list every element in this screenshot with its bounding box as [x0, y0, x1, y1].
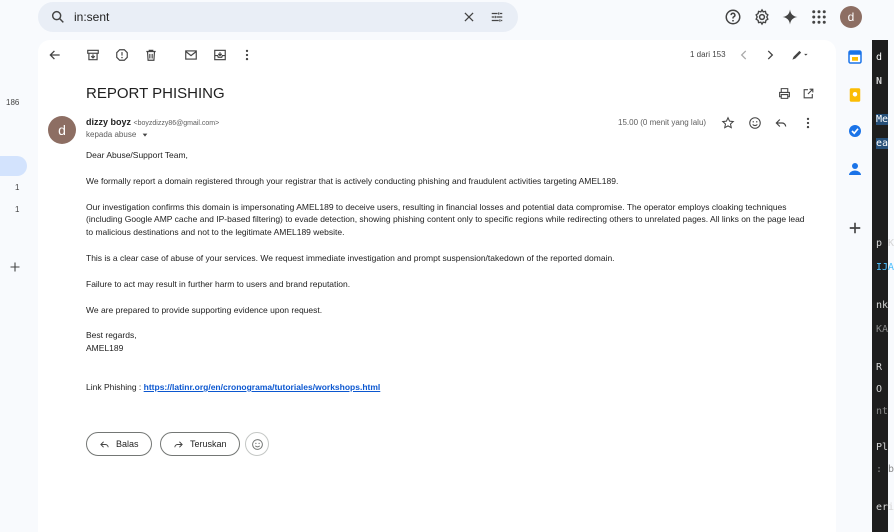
- reply-label: Balas: [116, 439, 139, 449]
- more-actions-icon[interactable]: [801, 116, 815, 130]
- archive-icon[interactable]: [86, 48, 100, 62]
- add-addon-icon[interactable]: [846, 219, 864, 237]
- tasks-app-icon[interactable]: [846, 122, 864, 140]
- body-paragraph: We formally report a domain registered through your registrar that is actively conducting phishing and fraudulent activities targeting AMEL189.: [86, 175, 619, 186]
- help-icon[interactable]: [724, 8, 742, 26]
- folder-count: 1: [15, 183, 20, 192]
- open-new-window-icon[interactable]: [802, 87, 815, 100]
- closing-regards: Best regards,: [86, 330, 137, 341]
- settings-gear-icon[interactable]: [753, 8, 771, 26]
- print-icon[interactable]: [778, 87, 791, 100]
- emoji-reaction-icon[interactable]: [748, 116, 762, 130]
- mark-unread-icon[interactable]: [184, 48, 198, 62]
- sender-line: [86, 117, 219, 127]
- folder-count: 1: [15, 205, 20, 214]
- keep-app-icon[interactable]: [846, 86, 864, 104]
- forward-label: Teruskan: [190, 439, 227, 449]
- back-arrow-icon[interactable]: [48, 48, 62, 62]
- calendar-app-icon[interactable]: [846, 48, 864, 66]
- newer-chevron-icon[interactable]: [737, 48, 751, 62]
- phishing-link-line: [86, 381, 808, 394]
- emoji-react-button[interactable]: [245, 432, 269, 456]
- sent-folder-selected[interactable]: [0, 156, 27, 176]
- search-bar[interactable]: [38, 2, 518, 32]
- editor-fragment: : b: [876, 464, 894, 475]
- smiley-icon: [251, 438, 264, 451]
- editor-fragment: nk: [876, 300, 889, 311]
- add-label-icon[interactable]: [9, 261, 21, 273]
- pagination-info: 1 dari 153: [690, 50, 726, 59]
- body-paragraph: This is a clear case of abuse of your services. We request immediate investigation and prompt suspension/takedown of the reported domain.: [86, 252, 615, 263]
- background-editor-window: [872, 40, 894, 532]
- body-paragraph: We are prepared to provide supporting evidence upon request.: [86, 304, 323, 315]
- reply-icon[interactable]: [774, 116, 788, 130]
- editor-fragment: d: [876, 52, 883, 63]
- recipient-details-dropdown-icon[interactable]: [141, 131, 149, 139]
- report-spam-icon[interactable]: [115, 48, 129, 62]
- forward-button[interactable]: [160, 432, 240, 456]
- contacts-app-icon[interactable]: [846, 160, 864, 178]
- more-options-icon[interactable]: [240, 48, 254, 62]
- move-to-icon[interactable]: [213, 48, 227, 62]
- email-subject: REPORT PHISHING: [86, 85, 225, 102]
- input-tools-pen-icon[interactable]: [789, 48, 811, 62]
- editor-fragment: R: [876, 362, 883, 373]
- sender-avatar[interactable]: d: [48, 116, 76, 144]
- recipient-text: kepada abuse: [86, 130, 137, 139]
- editor-fragment: Pl: [876, 442, 889, 453]
- editor-fragment: ea: [876, 138, 889, 149]
- body-paragraph: Failure to act may result in further harm to users and brand reputation.: [86, 278, 351, 289]
- signature: AMEL189: [86, 343, 124, 354]
- editor-fragment: KA: [876, 324, 889, 335]
- clear-search-icon[interactable]: [462, 10, 476, 24]
- email-timestamp: 15.00 (0 menit yang lalu): [618, 118, 707, 127]
- editor-fragment: IJA: [876, 262, 894, 273]
- sender-name[interactable]: dizzy boyz: [86, 117, 132, 127]
- link-label: Link Phishing :: [86, 381, 144, 392]
- phishing-link[interactable]: https://latinr.org/en/cronograma/tutoriales/workshops.html: [143, 381, 381, 392]
- account-avatar[interactable]: d: [840, 6, 862, 28]
- delete-trash-icon[interactable]: [144, 48, 158, 62]
- editor-fragment: nt: [876, 406, 889, 417]
- search-options-icon[interactable]: [490, 10, 504, 24]
- editor-fragment: N: [876, 76, 883, 87]
- forward-arrow-icon: [173, 439, 184, 450]
- apps-grid-icon[interactable]: [810, 8, 828, 26]
- editor-fragment: O: [876, 384, 883, 395]
- older-chevron-icon[interactable]: [763, 48, 777, 62]
- reply-arrow-icon: [99, 439, 110, 450]
- editor-fragment: eri: [876, 502, 894, 513]
- folder-count: 186: [6, 98, 20, 107]
- body-paragraph: Our investigation confirms this domain is impersonating AMEL189 to deceive users, resulting in financial losses and potential data compromise. The operator employs cloaking techniques (including Google AMP cache and IP-based filtering) to evade detection, showing phishing content only to specific regions while redirecting others to unrelated pages. All links on the page lead to malicious destinations and not to the legitimate AMEL189 website.: [86, 201, 805, 238]
- editor-fragment: p K: [876, 238, 894, 249]
- star-icon[interactable]: [721, 116, 735, 130]
- reply-button[interactable]: [86, 432, 152, 456]
- gemini-sparkle-icon[interactable]: [781, 8, 799, 26]
- editor-fragment: Me: [876, 114, 889, 125]
- search-icon[interactable]: [50, 9, 66, 25]
- recipient-line[interactable]: [86, 130, 149, 139]
- sender-email: <boyzdizzy86@gmail.com>: [133, 120, 220, 127]
- email-body: [86, 149, 808, 394]
- body-paragraph: Dear Abuse/Support Team,: [86, 150, 188, 160]
- search-input[interactable]: in:sent: [74, 10, 110, 24]
